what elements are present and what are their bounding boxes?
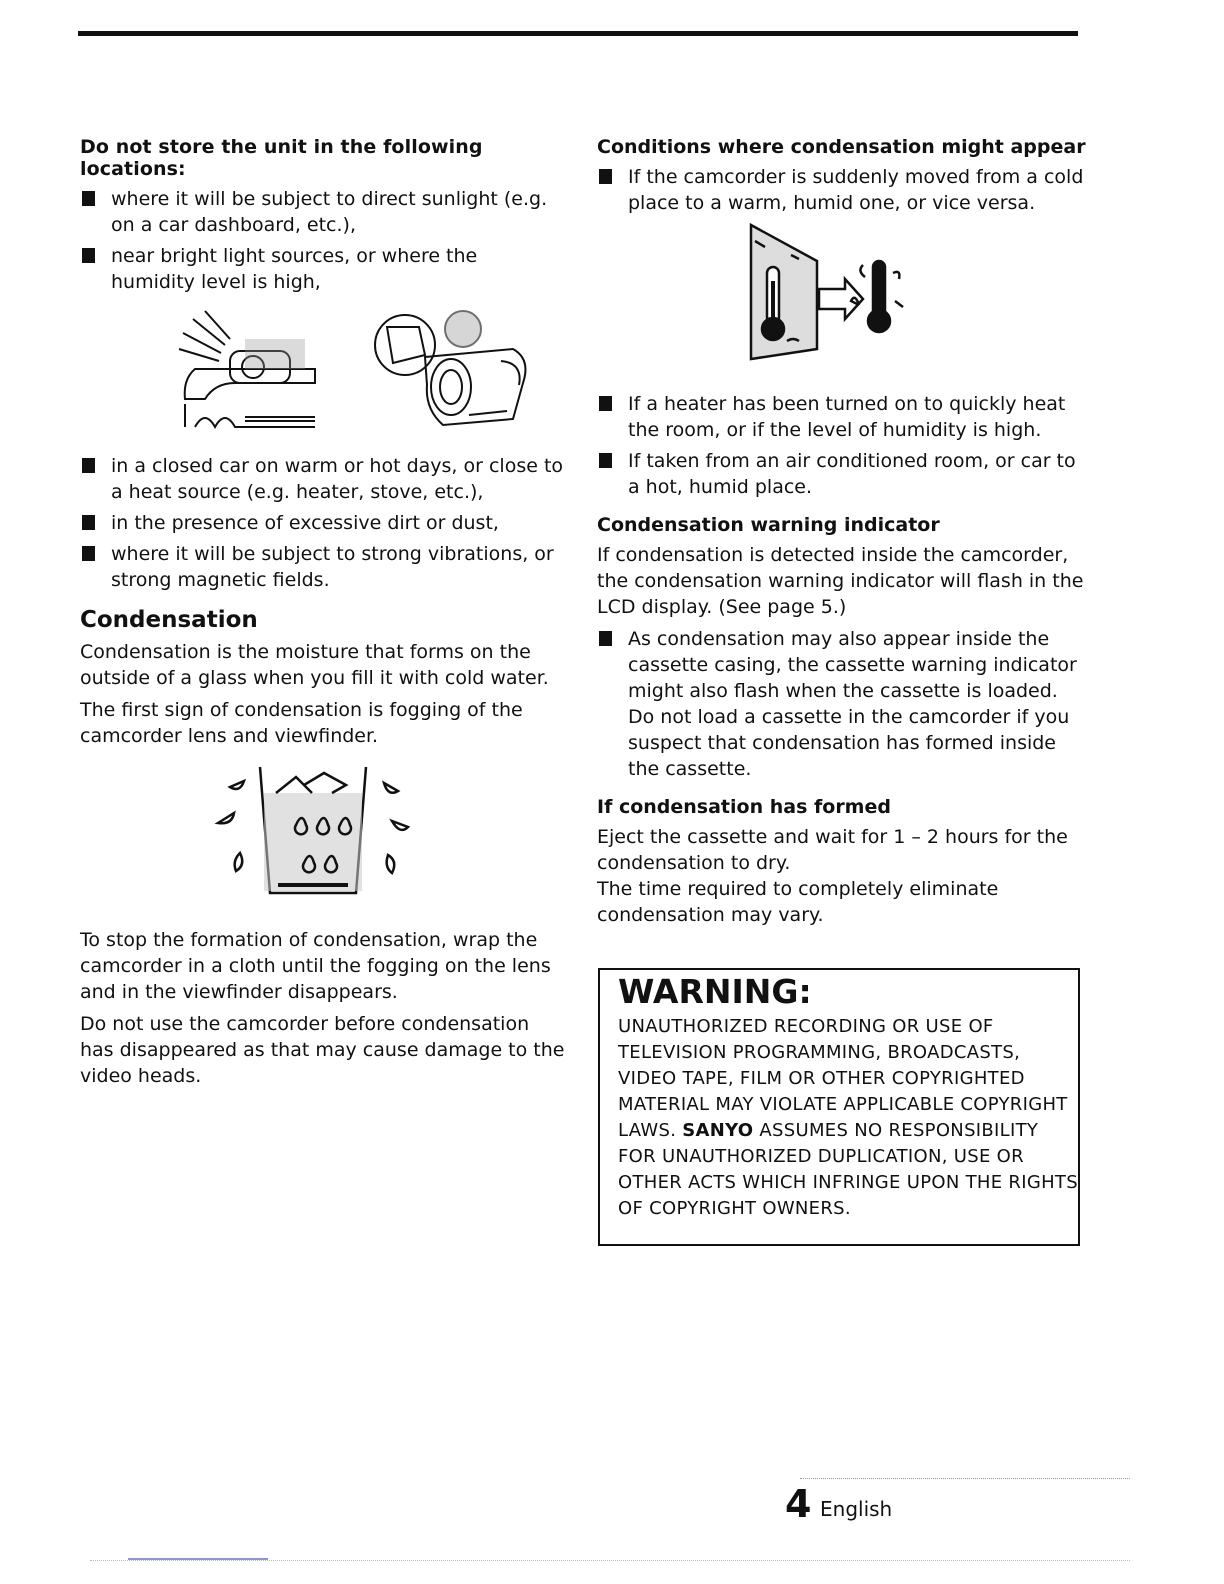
- list-item: If taken from an air conditioned room, or car to a hot, humid place.: [597, 448, 1087, 500]
- condensation-paragraph: The first sign of condensation is fogging of the camcorder lens and viewfinder.: [80, 699, 523, 747]
- list-item: If a heater has been turned on to quickly heat the room, or if the level of humidity is high.: [597, 391, 1087, 443]
- warning-title: WARNING:: [618, 972, 812, 1011]
- glass-illustration-wrap: [80, 763, 565, 907]
- bullet-square-icon: [599, 453, 612, 468]
- list-item: near bright light sources, or where the humidity level is high,: [80, 243, 565, 295]
- bullet-square-icon: [599, 631, 612, 646]
- condensation-paragraph: Condensation is the moisture that forms on the outside of a glass when you fill it with cold water.: [80, 641, 549, 689]
- conditions-list-a: [597, 164, 1087, 216]
- page-number: 4: [785, 1482, 812, 1526]
- bullet-square-icon: [82, 515, 95, 530]
- indicator-list: [597, 626, 1087, 782]
- list-item: where it will be subject to direct sunlight (e.g. on a car dashboard, etc.),: [80, 186, 565, 238]
- formed-heading: If condensation has formed: [597, 796, 891, 818]
- condensation-paragraph: Do not use the camcorder before condensation has disappeared as that may cause damage to the video heads.: [80, 1013, 565, 1087]
- camcorder-humidity-illustration: [373, 309, 533, 431]
- page-language: English: [820, 1497, 893, 1521]
- right-column: [597, 136, 1087, 934]
- bullet-square-icon: [82, 458, 95, 473]
- bullet-square-icon: [82, 248, 95, 263]
- list-item: where it will be subject to strong vibrations, or strong magnetic fields.: [80, 541, 565, 593]
- bottom-edge-mark: [128, 1558, 268, 1560]
- storage-illustrations: [142, 309, 565, 431]
- list-item: If the camcorder is suddenly moved from a cold place to a warm, humid one, or vice versa.: [597, 164, 1087, 216]
- cold-glass-illustration: [208, 763, 428, 903]
- brand-name: SANYO: [682, 1120, 754, 1141]
- top-rule: [78, 31, 1078, 36]
- bullet-square-icon: [599, 169, 612, 184]
- list-item: in the presence of excessive dirt or dust,: [80, 510, 565, 536]
- storage-list-a: [80, 186, 565, 295]
- formed-paragraph: The time required to completely eliminate condensation may vary.: [597, 878, 999, 926]
- storage-list-b: [80, 453, 565, 593]
- bullet-square-icon: [82, 546, 95, 561]
- bullet-square-icon: [82, 191, 95, 206]
- list-item: As condensation may also appear inside the cassette casing, the cassette warning indicator might also flash when the cassette is loaded. Do not load a cassette in the camcorder if you suspect that condensation has formed inside the cassette.: [597, 626, 1087, 782]
- condensation-paragraph: To stop the formation of condensation, wrap the camcorder in a cloth until the fogging on the lens and in the viewfinder disappears.: [80, 929, 551, 1003]
- bullet-square-icon: [599, 396, 612, 411]
- car-dashboard-sun-illustration: [175, 309, 325, 431]
- cold-to-warm-illustration: [747, 221, 907, 361]
- left-column: [80, 136, 565, 1095]
- footer-divider: [800, 1478, 1130, 1479]
- conditions-list-b: [597, 391, 1087, 500]
- thermometer-illustration-wrap: [747, 221, 1087, 365]
- bottom-edge-line: [90, 1560, 1130, 1561]
- copyright-warning-box: [598, 968, 1080, 1246]
- warning-text: UNAUTHORIZED RECORDING OR USE OF TELEVISION PROGRAMMING, BROADCASTS, VIDEO TAPE, FILM OR OTHER COPYRIGHTED MATERIAL MAY VIOLATE APPLICABLE COPYRIGHT LAWS. SANYO ASSUMES NO RESPONSIBILITY FOR UNAUTHORIZED DUPLICATION, USE OR OTHER ACTS WHICH INFRINGE UPON THE RIGHTS OF COPYRIGHT OWNERS.: [618, 1016, 1078, 1219]
- conditions-heading: Conditions where condensation might appear: [597, 136, 1086, 158]
- indicator-heading: Condensation warning indicator: [597, 514, 940, 536]
- storage-heading: Do not store the unit in the following locations:: [80, 136, 483, 180]
- condensation-title: Condensation: [80, 607, 258, 633]
- formed-paragraph: Eject the cassette and wait for 1 – 2 hours for the condensation to dry.: [597, 826, 1068, 874]
- list-item: in a closed car on warm or hot days, or close to a heat source (e.g. heater, stove, etc.),: [80, 453, 565, 505]
- indicator-paragraph: If condensation is detected inside the camcorder, the condensation warning indicator will flash in the LCD display. (See page 5.): [597, 544, 1084, 618]
